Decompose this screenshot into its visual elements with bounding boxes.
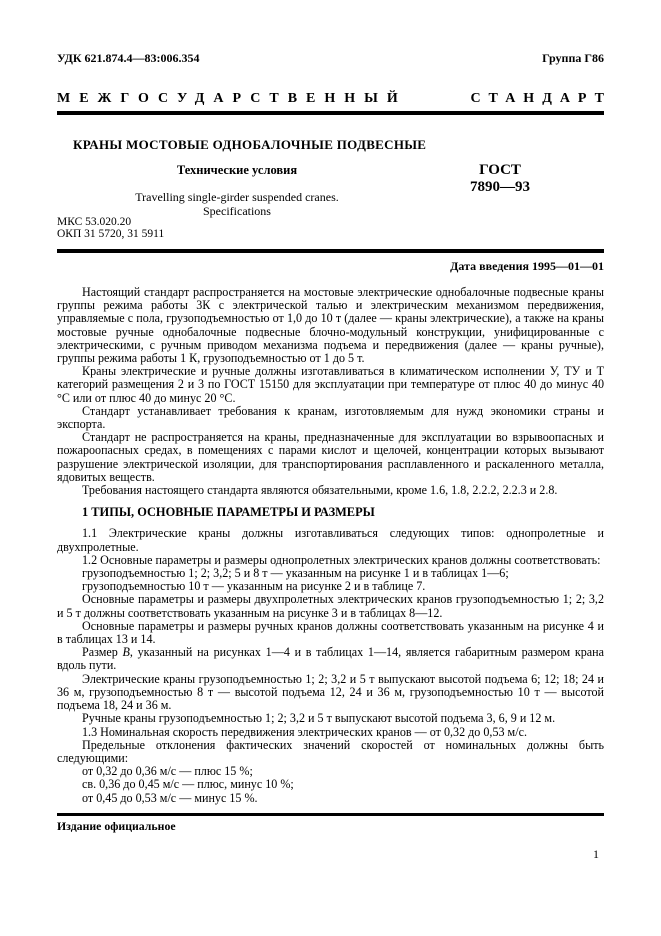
list-item-capacity-10: грузоподъемностью 10 т — указанным на рисунке 2 и в таблице 7.	[82, 579, 426, 594]
gost-designation	[440, 162, 560, 195]
paragraph-speed-deviations: Предельные отклонения фактических значений скоростей от номинальных должны быть следующими:	[57, 737, 604, 765]
size-note-prefix: Размер	[82, 645, 123, 660]
list-item-capacity-1-8: грузоподъемностью 1; 2; 3,2; 5 и 8 т — указанным на рисунке 1 и в таблицах 1—6;	[82, 566, 509, 581]
standard-type-banner	[57, 91, 612, 115]
paragraph-climate: Краны электрические и ручные должны изготавливаться в климатическом исполнении У, ТУ и Т категорий размещения 2 и 3 по ГОСТ 15150 для эксплуатации при температуре от плюс 40 до минус 40 °С или от плюс 40 до минус 20 °С.	[57, 364, 604, 405]
official-edition-note: Издание официальное	[57, 818, 176, 833]
group-code: Группа Г86	[542, 51, 604, 65]
paragraph-scope: Настоящий стандарт распространяется на мостовые электрические однобалочные подвесные краны группы режима работы 3К с электрической талью и электрическим механизмом передвижения, управляемые с пола, грузоподъемностью от 1,0 до 10 т (далее — краны электрические), а также на краны мостовые ручные однобалочные подвесные блочно-модульный конструкции, унифицированные с электрическими, с ручным приводом механизма подъема и передвижения (далее — краны ручные), группы режима работы 1 К, грузоподъемностью от 1 до 5 т.	[57, 285, 604, 366]
paragraph-lift-heights-electric: Электрические краны грузоподъемностью 1; 2; 3,2 и 5 т выпускают высотой подъема 6; 12; 18; 24 и 36 м, грузоподъемностью 8 т — высотой подъема 12, 24 и 36 м, грузоподъемностью 10 т — высотой подъема 18, 24 и 36 м.	[57, 671, 604, 713]
list-item-deviation-1: от 0,32 до 0,36 м/с — плюс 15 %;	[82, 764, 253, 779]
list-item-deviation-2: св. 0,36 до 0,45 м/с — плюс, минус 10 %;	[82, 777, 294, 792]
paragraph-purpose: Стандарт устанавливает требования к кранам, изготовляемым для нужд экономики страны и экспорта.	[57, 403, 604, 432]
paragraph-exclusions: Стандарт не распространяется на краны, предназначенные для эксплуатации во взрывоопасных и пожароопасных средах, в помещениях с парами кислот и щелочей, концентрации которых вызывают разрушение электрической изоляции, для транспортирования расплавленного и раскаленного металла, ядовитых веществ.	[57, 430, 604, 484]
title-block	[57, 137, 604, 249]
paragraph-size-note	[57, 646, 604, 672]
standard-type-word-2: СТАНДАРТ	[470, 91, 612, 106]
document-title: КРАНЫ МОСТОВЫЕ ОДНОБАЛОЧНЫЕ ПОДВЕСНЫЕ	[73, 137, 427, 152]
page-number: 1	[593, 846, 599, 861]
gost-label: ГОСТ	[479, 162, 521, 178]
udk-code: УДК 621.874.4—83:006.354	[57, 51, 200, 65]
gost-number: 7890—93	[470, 178, 530, 195]
subtitle-english: Specifications	[203, 204, 271, 218]
mks-code: МКС 53.020.20	[57, 216, 132, 228]
paragraph-manual-cranes: Основные параметры и размеры ручных кранов должны соответствовать указанным на рисунке 4 и в таблицах 13 и 14.	[57, 618, 604, 647]
list-item-deviation-3: от 0,45 до 0,53 м/с — минус 15 %.	[82, 790, 258, 805]
paragraph-lift-heights-manual: Ручные краны грузоподъемностью 1; 2; 3,2 и 5 т выпускают высотой подъема 3, 6, 9 и 12 м.	[82, 711, 556, 726]
section-1-heading: 1 ТИПЫ, ОСНОВНЫЕ ПАРАМЕТРЫ И РАЗМЕРЫ	[82, 505, 375, 520]
effective-date: Дата введения 1995—01—01	[450, 259, 604, 273]
size-note-rest: , указанный на рисунках 1—4 и в таблицах 1—14, является габаритным размером крана вдоль пути.	[57, 645, 604, 673]
size-symbol: В	[122, 645, 130, 660]
document-body	[57, 286, 604, 805]
paragraph-1-1: 1.1 Электрические краны должны изготавливаться следующих типов: однопролетные и двухпролетные.	[57, 526, 604, 554]
okp-code: ОКП 31 5720, 31 5911	[57, 228, 165, 240]
paragraph-double-span-cranes: Основные параметры и размеры двухпролетных электрических кранов грузоподъемностью 1; 2; 3,2 и 5 т должны соответствовать указанным на рисунке 3 и в таблицах 8—12.	[57, 592, 604, 620]
paragraph-1-3: 1.3 Номинальная скорость передвижения электрических кранов — от 0,32 до 0,53 м/с.	[82, 724, 527, 739]
footer-divider-rule	[57, 813, 604, 816]
standard-type-word-1: МЕЖГОСУДАРСТВЕННЫЙ	[57, 91, 407, 106]
document-subtitle: Технические условия	[176, 163, 298, 177]
header-divider-rule	[57, 249, 604, 253]
paragraph-mandatory: Требования настоящего стандарта являются обязательными, кроме 1.6, 1.8, 2.2.2, 2.2.3 и 2.8.	[82, 483, 558, 498]
title-english: Travelling single-girder suspended cranes.	[135, 190, 339, 204]
classification-row	[57, 52, 604, 65]
paragraph-1-2: 1.2 Основные параметры и размеры однопролетных электрических кранов должны соответствовать:	[82, 552, 601, 567]
